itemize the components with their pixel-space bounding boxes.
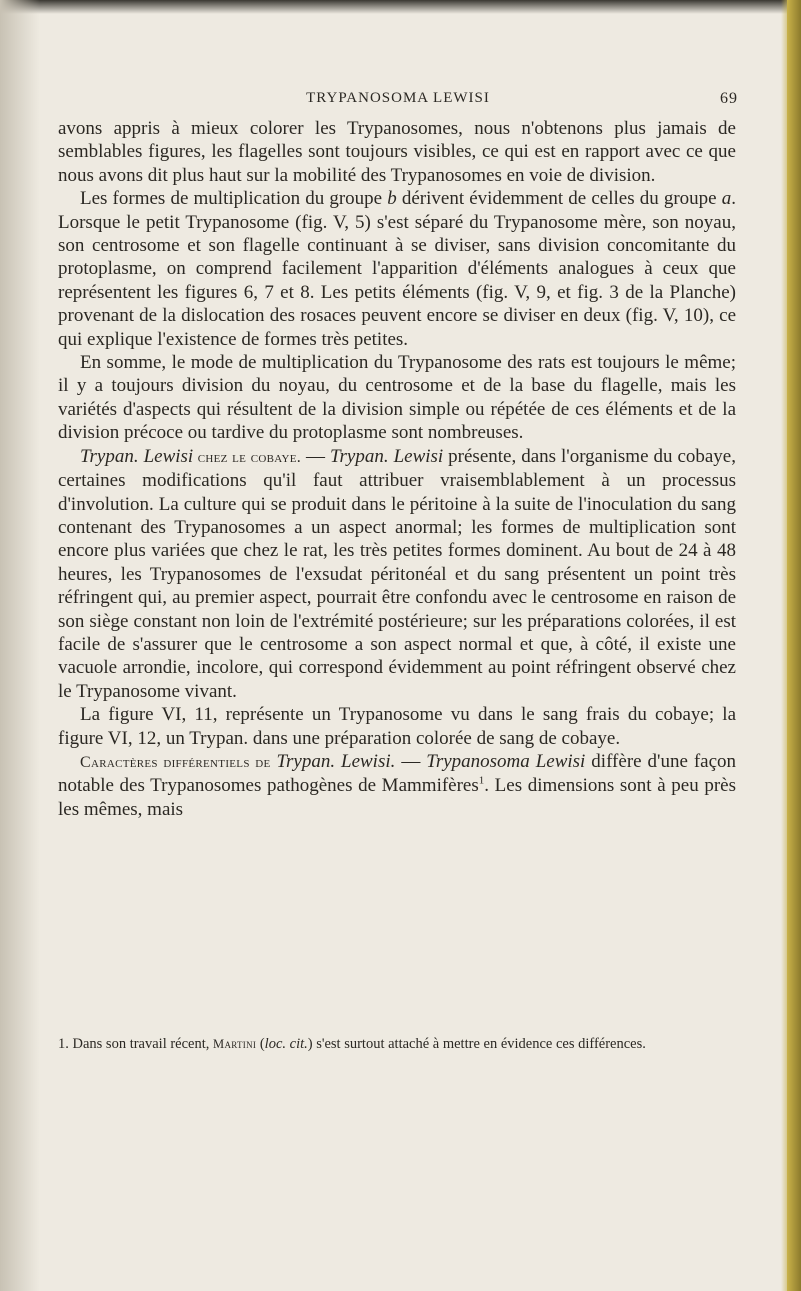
section-heading-host: chez le cobaye. (193, 448, 302, 466)
section-heading-dash-2: — (395, 750, 427, 772)
paragraph-5-text: La figure VI, 11, représente un Trypanosome vu dans le sang frais du cobaye; la figure VI, 12, un Trypan. dans une préparation colorée de sang de cobaye. (58, 704, 736, 749)
paragraph-1-text: avons appris à mieux colorer les Trypanosomes, nous n'obtenons plus jamais de semblables figures, les flagelles sont toujours visibles, ce qui est en rapport avec ce que nous avons dit plus haut sur la mobilité des Trypanosomes en voie de division. (58, 118, 736, 186)
text-body (58, 117, 736, 821)
species-name: Trypan. Lewisi (330, 445, 444, 467)
section-heading-species: Trypan. Lewisi (80, 445, 194, 467)
paragraph-6 (58, 750, 736, 821)
footnote-author: Martini (213, 1037, 257, 1051)
paragraph-3 (58, 351, 736, 445)
footnote-text-e: ) s'est surtout attaché à mettre en évidence ces différences. (307, 1036, 646, 1052)
running-title: TRYPANOSOMA LEWISI (306, 90, 490, 106)
scan-left-edge (0, 0, 40, 1291)
section-heading-differential: Caractères différentiels de (80, 753, 271, 771)
group-b-label: b (387, 188, 397, 210)
paragraph-2-text-c: dérivent évidemment de celles du groupe (396, 188, 722, 210)
section-heading-species-2: Trypan. Lewisi. (276, 750, 396, 772)
paragraph-6-text: diffère d'une façon notable des Trypanosomes pathogènes de Mammifères (58, 750, 737, 797)
scan-top-shadow (0, 0, 801, 14)
paragraph-1 (58, 117, 736, 187)
species-name-2: Trypanosoma Lewisi (426, 750, 586, 772)
paragraph-2 (58, 187, 736, 351)
footnote (58, 1035, 736, 1054)
footnote-text-a: 1. Dans son travail récent, (58, 1036, 214, 1052)
paragraph-3-text: En somme, le mode de multiplication du Trypanosome des rats est toujours le même; il y a toujours division du noyau, du centrosome et de la base du flagelle, mais les variétés d'aspects qui résultent de la division simple ou répétée de ces éléments et de la division précoce ou tardive du protoplasme sont nombreuses. (58, 352, 736, 444)
page-number: 69 (720, 90, 738, 107)
paragraph-2-text-a: Les formes de multiplication du groupe (80, 188, 388, 210)
footnote-ref[interactable]: 1 (478, 775, 485, 788)
paragraph-2-text-e: . Lorsque le petit Trypanosome (fig. V, 5) s'est séparé du Trypanosome mère, son noyau, son centrosome et son flagelle continuant à se diviser, sans division concomitante du protoplasme, on comprend facilement l'apparition d'éléments analogues à ceux que représentent les figures 6, 7 et 8. Les petits éléments (fig. V, 9, et fig. 3 de la Planche) provenant de la dislocation des rosaces peuvent encore se diviser en deux (fig. V, 10), ce qui explique l'existence de formes très petites. (58, 188, 736, 350)
footnote-paren-open: ( (256, 1036, 265, 1052)
page-header (58, 90, 738, 114)
paragraph-5 (58, 703, 736, 750)
section-heading-dash: — (301, 445, 330, 467)
paragraph-4-text: présente, dans l'organisme du cobaye, certaines modifications qu'il faut attribuer vraisemblablement à un processus d'involution. La culture qui se produit dans le péritoine à la suite de l'inoculation du sang contenant des Trypanosomes a un aspect anormal; les formes de multiplication sont encore plus variées que chez le rat, les très petites formes dominent. Au bout de 24 à 48 heures, les Trypanosomes de l'exsudat péritonéal et du sang présentent un point très réfringent qui, au premier aspect, pourrait être confondu avec le centrosome en raison de son siège constant non loin de l'extrémité postérieure; sur les préparations colorées, il est facile de s'assurer que le centrosome a son aspect normal et que, à côté, il existe une vacuole arrondie, incolore, qui correspond évidemment au point réfringent observé chez le Trypanosome vivant. (58, 445, 736, 702)
group-a-label: a (721, 188, 732, 210)
page-edge-right (787, 0, 801, 1291)
footnote-citation: loc. cit. (264, 1036, 308, 1052)
paragraph-4 (58, 445, 736, 703)
paragraph-6-text-end: . Les dimensions sont à peu près les mêmes, mais (58, 775, 737, 820)
